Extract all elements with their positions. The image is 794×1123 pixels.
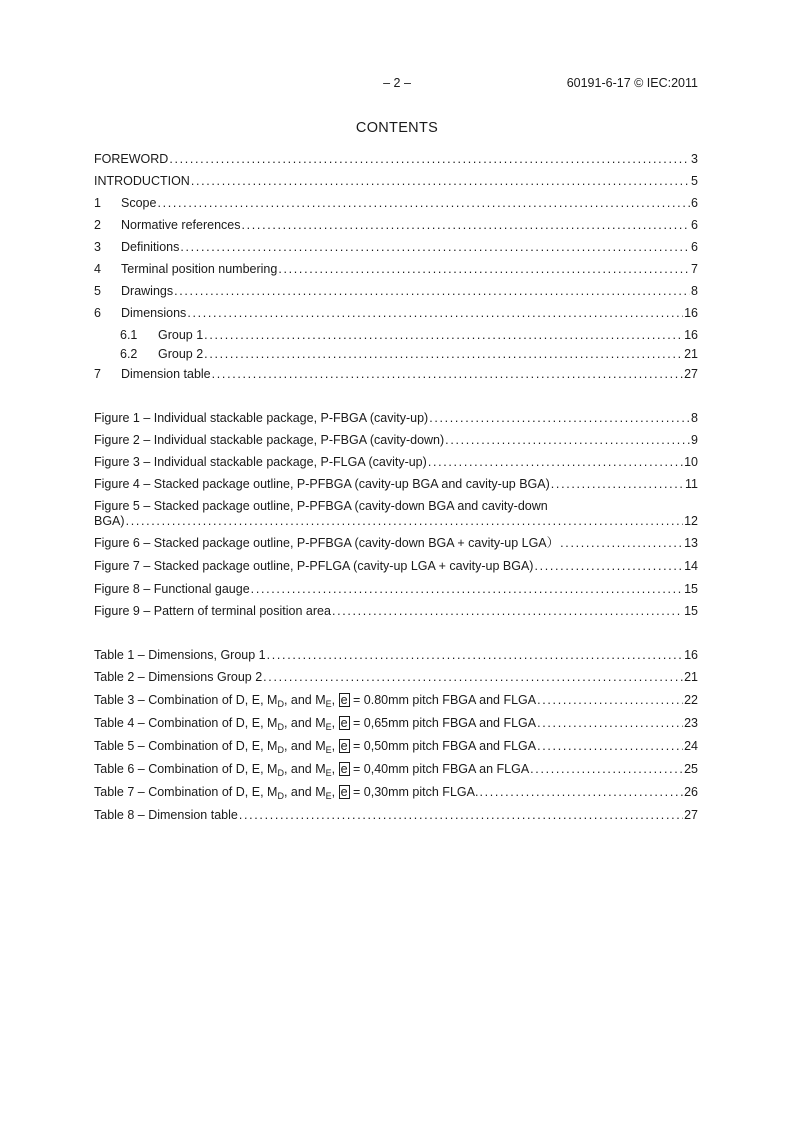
table-label: Table 1 – Dimensions, Group 1 bbox=[94, 648, 266, 662]
table-entry[interactable] bbox=[94, 670, 698, 685]
table-entry[interactable] bbox=[94, 785, 698, 800]
toc-entry-group-2[interactable] bbox=[94, 347, 698, 362]
dot-leader bbox=[530, 762, 683, 777]
boxed-symbol: e bbox=[340, 739, 348, 753]
dot-leader bbox=[239, 808, 683, 823]
toc-entry-label: FOREWORD bbox=[94, 152, 169, 166]
figure-page: 13 bbox=[684, 536, 698, 550]
table-label-part: = 0,65mm pitch FBGA and FLGA bbox=[349, 716, 537, 730]
dot-leader bbox=[551, 477, 684, 492]
toc-entry-label: INTRODUCTION bbox=[94, 174, 190, 188]
subscript: E bbox=[325, 791, 332, 801]
table-label-part: , bbox=[331, 762, 336, 776]
subscript: D bbox=[277, 745, 284, 755]
toc-entry-number: 4 bbox=[94, 262, 101, 276]
table-entry[interactable] bbox=[94, 693, 698, 708]
dot-leader bbox=[537, 716, 683, 731]
table-label-part: = 0,50mm pitch FBGA and FLGA bbox=[349, 739, 537, 753]
subscript: E bbox=[325, 722, 332, 732]
toc-entry-page: 6 bbox=[691, 240, 698, 254]
dot-leader bbox=[187, 306, 683, 321]
table-entry[interactable] bbox=[94, 716, 698, 731]
table-entry[interactable] bbox=[94, 808, 698, 823]
figure-label: Figure 2 – Individual stackable package, P-FBGA (cavity-down) bbox=[94, 433, 445, 447]
figure-entry[interactable] bbox=[94, 499, 698, 528]
toc-entry-normative-references[interactable] bbox=[94, 218, 698, 233]
dot-leader bbox=[251, 582, 683, 597]
toc-entry-page: 3 bbox=[691, 152, 698, 166]
toc-entry-number: 2 bbox=[94, 218, 101, 232]
boxed-symbol: e bbox=[340, 762, 348, 776]
dot-leader bbox=[445, 433, 690, 448]
subscript: D bbox=[277, 768, 284, 778]
figure-label: Figure 1 – Individual stackable package, P-FBGA (cavity-up) bbox=[94, 411, 429, 425]
figure-page: 10 bbox=[684, 455, 698, 469]
figure-entry[interactable] bbox=[94, 582, 698, 597]
dot-leader bbox=[204, 328, 683, 343]
toc-entry-drawings[interactable] bbox=[94, 284, 698, 299]
table-label-part: , and M bbox=[283, 762, 326, 776]
boxed-symbol: e bbox=[340, 785, 348, 799]
dot-leader bbox=[212, 367, 683, 382]
figure-label: Figure 8 – Functional gauge bbox=[94, 582, 250, 596]
dot-leader bbox=[174, 284, 690, 299]
toc-entry-page: 27 bbox=[684, 367, 698, 381]
table-page: 21 bbox=[684, 670, 698, 684]
dot-leader bbox=[126, 514, 684, 529]
table-label-part: , and M bbox=[283, 739, 326, 753]
toc-entry-label: Terminal position numbering bbox=[121, 262, 278, 276]
table-label-part: , bbox=[331, 716, 336, 730]
figure-label: Figure 7 – Stacked package outline, P-PFLGA (cavity-up LGA + cavity-up BGA) bbox=[94, 559, 534, 573]
table-label: Table 8 – Dimension table bbox=[94, 808, 238, 822]
dot-leader bbox=[169, 152, 690, 167]
dot-leader bbox=[479, 785, 683, 800]
toc-entry-page: 21 bbox=[684, 347, 698, 361]
table-page: 23 bbox=[684, 716, 698, 730]
toc-entry-number: 1 bbox=[94, 196, 101, 210]
figure-label-line-2: BGA) bbox=[94, 514, 125, 528]
subscript: D bbox=[277, 791, 284, 801]
table-label-part: = 0,40mm pitch FBGA an FLGA bbox=[349, 762, 530, 776]
table-label-part: , bbox=[331, 693, 336, 707]
table-label-part: , bbox=[331, 785, 336, 799]
table-entry[interactable] bbox=[94, 739, 698, 754]
toc-entry-page: 16 bbox=[684, 306, 698, 320]
toc-entry-label: Scope bbox=[121, 196, 157, 210]
table-label-part: = 0,30mm pitch FLGA. bbox=[349, 785, 479, 799]
dot-leader bbox=[204, 347, 683, 362]
boxed-symbol: e bbox=[340, 716, 348, 730]
toc-entry-page: 7 bbox=[691, 262, 698, 276]
subscript: E bbox=[325, 768, 332, 778]
toc-entry-terminal-position-numbering[interactable] bbox=[94, 262, 698, 277]
toc-entry-group-1[interactable] bbox=[94, 328, 698, 343]
figure-page: 9 bbox=[691, 433, 698, 447]
toc-entry-page: 16 bbox=[684, 328, 698, 342]
dot-leader bbox=[242, 218, 691, 233]
toc-entry-number: 6.1 bbox=[120, 328, 138, 342]
figure-entry[interactable] bbox=[94, 455, 698, 470]
table-label-part: , and M bbox=[283, 693, 326, 707]
figure-page: 14 bbox=[684, 559, 698, 573]
table-page: 16 bbox=[684, 648, 698, 662]
toc-entry-label: Drawings bbox=[121, 284, 174, 298]
dot-leader bbox=[157, 196, 690, 211]
contents-title: CONTENTS bbox=[355, 120, 439, 136]
dot-leader bbox=[267, 648, 683, 663]
figure-page: 15 bbox=[684, 604, 698, 618]
figure-page: 11 bbox=[685, 477, 698, 491]
dot-leader bbox=[263, 670, 683, 685]
figure-label: Figure 9 – Pattern of terminal position area bbox=[94, 604, 331, 618]
figure-entry[interactable] bbox=[94, 536, 698, 551]
subscript: D bbox=[277, 722, 284, 732]
dot-leader bbox=[560, 536, 683, 551]
dot-leader bbox=[332, 604, 683, 619]
table-entry[interactable] bbox=[94, 762, 698, 777]
figure-page: 12 bbox=[684, 514, 698, 528]
toc-entry-page: 6 bbox=[691, 218, 698, 232]
table-label: Table 4 – Combination of D, E, M bbox=[94, 716, 278, 730]
figure-entry[interactable] bbox=[94, 604, 698, 619]
toc-entry-definitions[interactable] bbox=[94, 240, 698, 255]
subscript: D bbox=[277, 699, 284, 709]
dot-leader bbox=[537, 739, 683, 754]
table-label: Table 6 – Combination of D, E, M bbox=[94, 762, 278, 776]
dot-leader bbox=[191, 174, 690, 189]
standard-reference: 60191-6-17 © IEC:2011 bbox=[566, 76, 698, 90]
page-number: – 2 – bbox=[383, 76, 411, 90]
subscript: E bbox=[325, 699, 332, 709]
figure-label: Figure 4 – Stacked package outline, P-PFBGA (cavity-up BGA and cavity-up BGA) bbox=[94, 477, 550, 491]
table-label: Table 2 – Dimensions Group 2 bbox=[94, 670, 263, 684]
table-page: 22 bbox=[684, 693, 698, 707]
table-label: Table 5 – Combination of D, E, M bbox=[94, 739, 278, 753]
boxed-symbol: e bbox=[340, 693, 348, 707]
dot-leader bbox=[429, 411, 690, 426]
table-label: Table 3 – Combination of D, E, M bbox=[94, 693, 278, 707]
toc-entry-label: Dimension table bbox=[121, 367, 211, 381]
table-page: 24 bbox=[684, 739, 698, 753]
table-label-part: , and M bbox=[283, 785, 326, 799]
toc-entry-number: 7 bbox=[94, 367, 101, 381]
table-entry[interactable] bbox=[94, 648, 698, 663]
figure-entry[interactable] bbox=[94, 411, 698, 426]
figure-entry[interactable] bbox=[94, 559, 698, 574]
dot-leader bbox=[428, 455, 683, 470]
table-page: 26 bbox=[684, 785, 698, 799]
toc-entry-page: 6 bbox=[691, 196, 698, 210]
figure-label-line-1: Figure 5 – Stacked package outline, P-PFBGA (cavity-down BGA and cavity-down bbox=[94, 499, 548, 513]
figure-entry[interactable] bbox=[94, 433, 698, 448]
table-label-part: , bbox=[331, 739, 336, 753]
toc-entry-label: Dimensions bbox=[121, 306, 187, 320]
toc-entry-label: Normative references bbox=[121, 218, 241, 232]
figure-page: 15 bbox=[684, 582, 698, 596]
dot-leader bbox=[534, 559, 683, 574]
table-label: Table 7 – Combination of D, E, M bbox=[94, 785, 278, 799]
toc-entry-number: 3 bbox=[94, 240, 101, 254]
toc-entry-introduction[interactable] bbox=[94, 174, 698, 189]
toc-entry-label: Definitions bbox=[121, 240, 180, 254]
toc-entry-scope[interactable] bbox=[94, 196, 698, 211]
toc-entry-foreword[interactable] bbox=[94, 152, 698, 167]
toc-entry-number: 5 bbox=[94, 284, 101, 298]
table-page: 25 bbox=[684, 762, 698, 776]
toc-entry-number: 6.2 bbox=[120, 347, 138, 361]
table-label-part: , and M bbox=[283, 716, 326, 730]
dot-leader bbox=[278, 262, 690, 277]
toc-entry-label: Group 1 bbox=[158, 328, 204, 342]
toc-entry-number: 6 bbox=[94, 306, 101, 320]
toc-entry-dimension-table[interactable] bbox=[94, 367, 698, 382]
table-label-part: = 0.80mm pitch FBGA and FLGA bbox=[349, 693, 537, 707]
table-page: 27 bbox=[684, 808, 698, 822]
toc-entry-dimensions[interactable] bbox=[94, 306, 698, 321]
subscript: E bbox=[325, 745, 332, 755]
figure-label: Figure 6 – Stacked package outline, P-PFBGA (cavity-down BGA + cavity-up LGA） bbox=[94, 536, 560, 550]
dot-leader bbox=[180, 240, 690, 255]
figure-page: 8 bbox=[691, 411, 698, 425]
figure-label: Figure 3 – Individual stackable package, P-FLGA (cavity-up) bbox=[94, 455, 427, 469]
toc-entry-label: Group 2 bbox=[158, 347, 204, 361]
dot-leader bbox=[537, 693, 683, 708]
figure-entry[interactable] bbox=[94, 477, 698, 492]
toc-entry-page: 8 bbox=[691, 284, 698, 298]
toc-entry-page: 5 bbox=[691, 174, 698, 188]
